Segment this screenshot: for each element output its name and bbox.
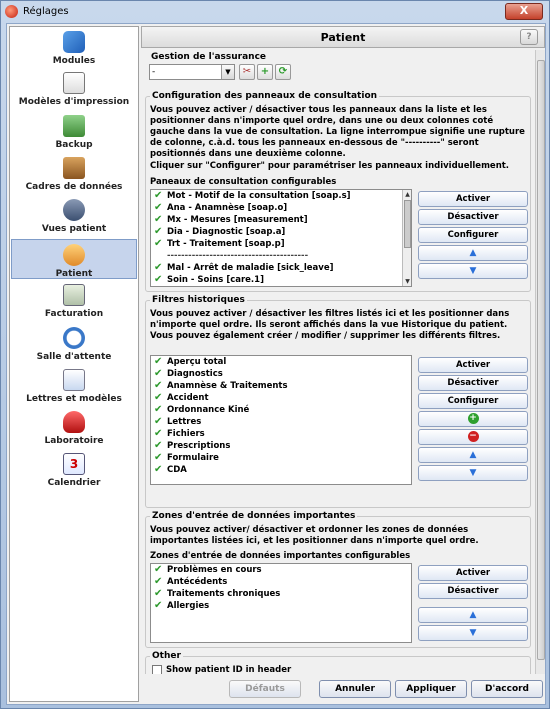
list-item-label: Mal - Arrêt de maladie [sick_leave] <box>167 263 334 273</box>
activate-panel-button[interactable]: Activer <box>418 191 528 207</box>
zone-move-up-button[interactable] <box>418 607 528 623</box>
help-icon[interactable]: ? <box>520 29 538 45</box>
list-item-label: Fichiers <box>167 429 205 439</box>
sidebar-item-modules[interactable] <box>11 31 137 67</box>
list-item[interactable] <box>151 576 411 588</box>
list-item-label: Diagnostics <box>167 369 223 379</box>
list-item-label: Ana - Anamnèse [soap.o] <box>167 203 288 213</box>
clock-icon <box>63 327 85 349</box>
window-title: Réglages <box>23 6 69 17</box>
refresh-insurance-icon[interactable]: ⟳ <box>275 64 291 80</box>
check-icon: ✔ <box>154 368 163 379</box>
move-down-button[interactable] <box>418 263 528 279</box>
add-insurance-icon[interactable]: + <box>257 64 273 80</box>
check-icon: ✔ <box>154 202 163 213</box>
list-scrollbar[interactable] <box>402 190 411 286</box>
deactivate-filter-button[interactable]: Désactiver <box>418 375 528 391</box>
check-icon: ✔ <box>154 440 163 451</box>
page-title: Patient <box>320 31 366 44</box>
zones-title: Zones d'entrée de données importantes <box>152 511 356 521</box>
show-patient-id-checkbox[interactable] <box>152 665 162 674</box>
other-title: Other <box>152 651 181 661</box>
main-panel <box>141 26 545 702</box>
check-icon: ✔ <box>154 404 163 415</box>
letters-icon <box>63 369 85 391</box>
zones-list[interactable] <box>150 563 412 643</box>
configure-panel-button[interactable]: Configurer <box>418 227 528 243</box>
sidebar-item-label: Facturation <box>44 309 104 319</box>
add-filter-button[interactable] <box>418 411 528 427</box>
check-icon: ✔ <box>154 274 163 285</box>
settings-content <box>141 50 535 674</box>
list-item[interactable] <box>151 226 411 238</box>
cancel-button[interactable]: Annuler <box>319 680 391 698</box>
scroll-up-icon[interactable]: ▲ <box>405 191 410 198</box>
sidebar-item-label: Calendrier <box>47 478 101 488</box>
list-item[interactable] <box>151 380 411 392</box>
close-button[interactable]: X <box>505 3 543 20</box>
sidebar-item-patient-views[interactable] <box>11 199 137 235</box>
consultation-title: Configuration des panneaux de consultation <box>152 91 378 101</box>
list-item-label: Problèmes en cours <box>167 565 262 575</box>
list-item-label: CDA <box>167 465 187 475</box>
sidebar <box>9 26 139 702</box>
list-item[interactable] <box>151 262 411 274</box>
sidebar-item-patient[interactable] <box>11 239 137 279</box>
sidebar-item-label: Patient <box>55 269 93 279</box>
dialog-footer <box>141 676 545 702</box>
scroll-thumb[interactable] <box>537 60 545 660</box>
house-icon <box>63 157 85 179</box>
column-break-separator[interactable] <box>151 250 411 262</box>
check-icon: ✔ <box>154 356 163 367</box>
deactivate-zone-button[interactable]: Désactiver <box>418 583 528 599</box>
sidebar-item-label: Cadres de données <box>25 182 123 192</box>
check-icon: ✔ <box>154 190 163 201</box>
list-item-label: Dia - Diagnostic [soap.a] <box>167 227 286 237</box>
list-item[interactable] <box>151 600 411 612</box>
content-scrollbar[interactable] <box>535 50 545 674</box>
check-icon: ✔ <box>154 564 163 575</box>
sidebar-item-data-frames[interactable] <box>11 157 137 193</box>
insurance-section <box>145 52 531 90</box>
sidebar-item-label: Modèles d'impression <box>18 97 130 107</box>
sidebar-item-backup[interactable] <box>11 115 137 151</box>
check-icon: ✔ <box>154 588 163 599</box>
check-icon: ✔ <box>154 416 163 427</box>
important-zones-section <box>145 511 531 648</box>
show-patient-id-label: Show patient ID in header <box>166 665 292 674</box>
list-item-label: Antécédents <box>167 577 228 587</box>
arrow-down-icon: ▼ <box>469 266 477 276</box>
arrow-down-icon: ▼ <box>469 468 477 478</box>
flask-icon <box>63 411 85 433</box>
filter-move-up-button[interactable] <box>418 447 528 463</box>
history-filters-section <box>145 295 531 508</box>
remove-filter-button[interactable] <box>418 429 528 445</box>
filter-move-down-button[interactable] <box>418 465 528 481</box>
configure-filter-button[interactable]: Configurer <box>418 393 528 409</box>
list-item-label: Prescriptions <box>167 441 231 451</box>
plus-icon: + <box>469 413 477 423</box>
list-item[interactable] <box>151 190 411 202</box>
app-icon <box>5 5 18 18</box>
title-bar <box>1 1 549 23</box>
list-item[interactable] <box>151 464 411 476</box>
filters-list[interactable] <box>150 355 412 485</box>
consultation-description: Vous pouvez activer / désactiver tous les panneaux dans la liste et les positionner dans n'importe quel ordre, dans une ou deux colonnes coté gauche dans la vue de consultation. La ligne interrompue signifie une rupture de colonne, c.à.d. tous les panneaux en-dessous de "----------" seront positionnés dans une deuxième colonne. <box>150 105 525 159</box>
check-icon: ✔ <box>154 226 163 237</box>
list-item[interactable] <box>151 274 411 286</box>
list-item[interactable] <box>151 238 411 250</box>
consultation-hint: Cliquer sur "Configurer" pour paramétriser les panneaux individuellement. <box>150 161 510 171</box>
sidebar-item-waiting-room[interactable] <box>11 327 137 363</box>
list-item[interactable] <box>151 356 411 368</box>
page-header <box>141 26 545 48</box>
filters-title: Filtres historiques <box>152 295 245 305</box>
list-item[interactable] <box>151 588 411 600</box>
minus-icon: − <box>469 431 477 441</box>
list-item[interactable] <box>151 214 411 226</box>
arrow-down-icon: ▼ <box>469 628 477 638</box>
list-item-label: Ordonnance Kiné <box>167 405 250 415</box>
check-icon: ✔ <box>154 214 163 225</box>
check-icon: ✔ <box>154 392 163 403</box>
arrow-up-icon: ▲ <box>469 248 477 258</box>
check-icon: ✔ <box>154 238 163 249</box>
scroll-down-icon[interactable]: ▼ <box>405 278 410 285</box>
arrow-up-icon: ▲ <box>469 450 477 460</box>
filters-description: Vous pouvez activer / désactiver les filtres listés ici et les positionner dans n'importe quel ordre. Ils seront affichés dans la vue Historique du patient. Vous pouvez également créer / modifier / supprimer les différents filtres. <box>150 309 510 341</box>
sidebar-item-print-templates[interactable] <box>11 72 137 108</box>
zones-list-title: Zones d'entrée de données importantes configurables <box>150 551 411 561</box>
move-up-button[interactable] <box>418 245 528 261</box>
zone-move-down-button[interactable] <box>418 625 528 641</box>
list-item-label: Soin - Soins [care.1] <box>167 275 264 285</box>
scroll-thumb[interactable] <box>404 200 411 248</box>
list-item[interactable] <box>151 452 411 464</box>
sidebar-item-label: Vues patient <box>41 224 107 234</box>
insurance-title: Gestion de l'assurance <box>151 52 267 62</box>
list-item-label: Allergies <box>167 601 210 611</box>
list-item-label: Accident <box>167 393 209 403</box>
calculator-icon <box>63 284 85 306</box>
print-template-icon <box>63 72 85 94</box>
consultation-list-title: Paneaux de consultation configurables <box>150 177 337 187</box>
consultation-panels-list[interactable] <box>150 189 412 287</box>
sidebar-item-label: Laboratoire <box>44 436 104 446</box>
insurance-select-value: - <box>152 67 156 77</box>
sidebar-item-letters[interactable] <box>11 369 137 405</box>
list-item-label: Mx - Mesures [measurement] <box>167 215 308 225</box>
list-item[interactable] <box>151 416 411 428</box>
check-icon: ✔ <box>154 452 163 463</box>
list-item[interactable] <box>151 440 411 452</box>
sidebar-item-label: Salle d'attente <box>36 352 112 362</box>
list-item-label: Aperçu total <box>167 357 227 367</box>
chevron-down-icon: ▼ <box>221 65 234 79</box>
ok-button[interactable]: D'accord <box>471 680 543 698</box>
apply-button[interactable]: Appliquer <box>395 680 467 698</box>
list-item-label: Anamnèse & Traitements <box>167 381 288 391</box>
list-item-label: ---------------------------------------- <box>167 251 309 261</box>
list-item[interactable] <box>151 392 411 404</box>
zones-description: Vous pouvez activer/ désactiver et ordonner les zones de données importantes listées ici, et les positionner dans n'importe quel ordre. <box>150 525 479 546</box>
list-item-label: Trt - Traitement [soap.p] <box>167 239 285 249</box>
arrow-up-icon: ▲ <box>469 610 477 620</box>
deactivate-panel-button[interactable]: Désactiver <box>418 209 528 225</box>
insurance-select[interactable] <box>149 64 235 80</box>
consultation-section <box>145 91 531 292</box>
list-item-label: Mot - Motif de la consultation [soap.s] <box>167 191 351 201</box>
client-area <box>6 23 546 705</box>
sidebar-item-billing[interactable] <box>11 284 137 320</box>
check-icon: ✔ <box>154 576 163 587</box>
check-icon: ✔ <box>154 600 163 611</box>
calendar-icon: 3 <box>63 453 85 475</box>
list-item-label: Formulaire <box>167 453 219 463</box>
sidebar-item-label: Backup <box>55 140 93 150</box>
check-icon: ✔ <box>154 428 163 439</box>
backup-icon <box>63 115 85 137</box>
sidebar-item-laboratory[interactable] <box>11 411 137 447</box>
list-item[interactable] <box>151 368 411 380</box>
list-item-label: Traitements chroniques <box>167 589 281 599</box>
check-icon: ✔ <box>154 464 163 475</box>
other-section <box>145 651 531 674</box>
activate-filter-button[interactable]: Activer <box>418 357 528 373</box>
sidebar-item-label: Modules <box>52 56 96 66</box>
puzzle-icon <box>63 31 85 53</box>
patient-icon <box>63 244 85 266</box>
list-item[interactable] <box>151 564 411 576</box>
list-item-label: Lettres <box>167 417 202 427</box>
list-item[interactable] <box>151 202 411 214</box>
list-item[interactable] <box>151 404 411 416</box>
defaults-button[interactable]: Défauts <box>229 680 301 698</box>
list-item[interactable] <box>151 428 411 440</box>
sidebar-item-calendar[interactable] <box>11 453 137 489</box>
patient-views-icon <box>63 199 85 221</box>
activate-zone-button[interactable]: Activer <box>418 565 528 581</box>
check-icon: ✔ <box>154 380 163 391</box>
edit-insurance-icon[interactable]: ✂ <box>239 64 255 80</box>
check-icon: ✔ <box>154 262 163 273</box>
sidebar-item-label: Lettres et modèles <box>26 394 122 404</box>
